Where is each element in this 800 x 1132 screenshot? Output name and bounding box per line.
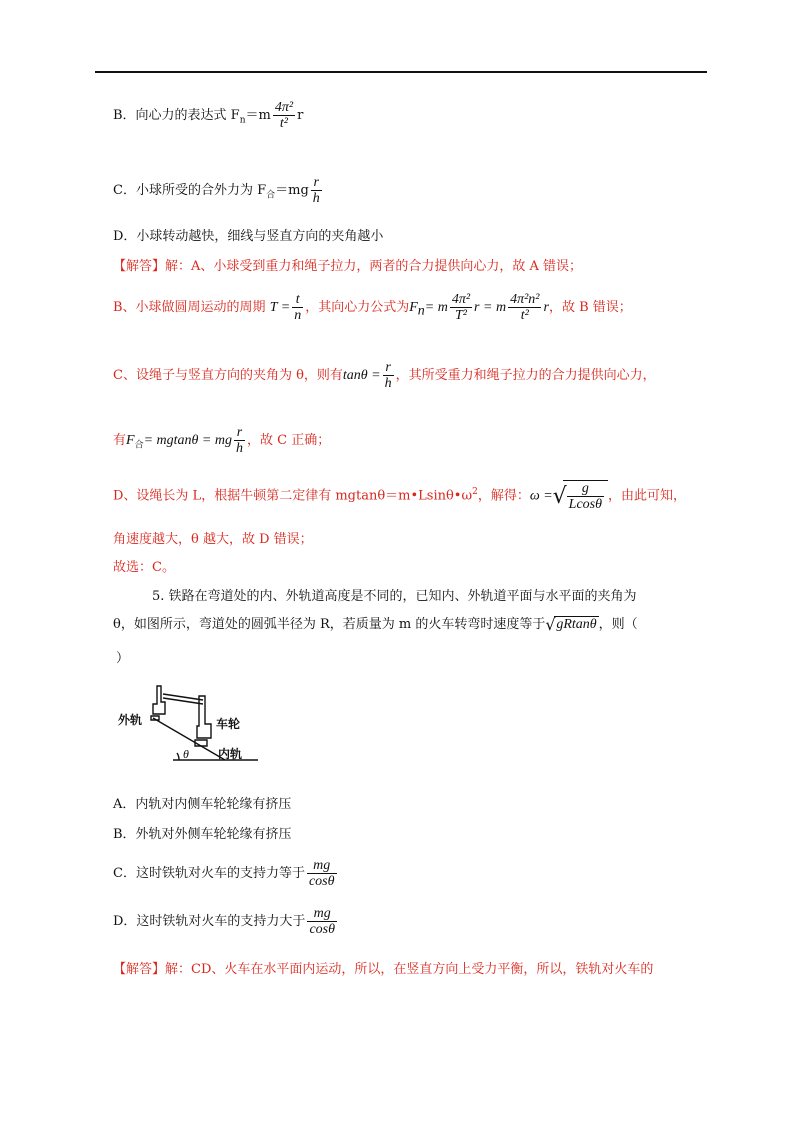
slope-line [153, 718, 225, 760]
eq-part: = m [424, 300, 448, 315]
answer-d-line [113, 480, 686, 512]
option-b-text: B．向心力的表达式 F [113, 108, 240, 123]
option-c-eq: ＝mg [275, 183, 309, 198]
answer-c2-tail: ，故 C 正确； [246, 433, 331, 448]
omega-fraction [567, 481, 604, 512]
option-b [113, 100, 303, 131]
force-label: F [126, 433, 135, 448]
q5-line-2 [113, 613, 638, 633]
fraction-denominator: cosθ [308, 874, 335, 889]
tan-fraction: $\frac{r}{h}$ [384, 360, 392, 391]
omega-sqrt: √ $\frac{g}{Lcos\theta}$ [553, 480, 608, 512]
q5-line-2-tail: ，则（ [598, 617, 638, 632]
eq-part: = mgtanθ = mg [143, 433, 232, 448]
fraction-numerator: mg [313, 906, 331, 921]
omega-label: ω = [529, 488, 553, 504]
option-5d [113, 906, 339, 937]
answer-a-line [113, 255, 582, 274]
option-b-fraction [273, 100, 295, 131]
theta-label: θ [183, 747, 189, 761]
outer-wheel [153, 686, 165, 714]
wheel-label: 车轮 [216, 717, 241, 731]
fraction-denominator: h [312, 191, 320, 206]
answer-b-line [113, 292, 632, 323]
option-c-text: C．小球所受的合外力为 F [113, 183, 267, 198]
eq-part: r = m [474, 300, 507, 315]
fraction-1 [450, 292, 472, 323]
eq-r: r [543, 300, 549, 315]
option-b-eq: ＝m [245, 108, 271, 123]
period-label: T = [269, 300, 291, 315]
answer-c2-text: 有 [113, 433, 127, 448]
answer-b-tail: ，故 B 错误； [548, 300, 632, 315]
q5-line-2-text: θ，如图所示，弯道处的圆弧半径为 R，若质量为 m 的火车转弯时速度等于 [113, 617, 546, 632]
outer-rail [151, 716, 159, 720]
answer-d-tail: ，由此可知， [608, 488, 687, 504]
choose-line: 故选：C。 [113, 560, 175, 575]
answer-d-text: D、设绳长为 L，根据牛顿第二定律有 mgtanθ＝m•Lsinθ•ω [113, 488, 473, 504]
answer-d-mid: ，解得： [477, 488, 530, 504]
c2-fraction: $\frac{r}{h}$ [235, 425, 243, 456]
option-5c [113, 858, 339, 889]
tan-label: tanθ = [342, 368, 381, 383]
option-5d-text: D．这时铁轨对火车的支持力大于 [113, 914, 306, 929]
fraction-numerator: 4π² [451, 292, 471, 307]
angle-arc [177, 753, 179, 760]
inner-wheel [197, 696, 211, 738]
answer-tag: 【解答】 [113, 259, 166, 274]
answer-5-line [113, 958, 653, 977]
answer-b-mid: ，其向心力公式为 [305, 300, 410, 315]
answer-c2-line [113, 425, 330, 456]
answer-d2-line: 角速度越大，θ 越大，故 D 错误； [113, 532, 313, 547]
fraction-denominator: T² [450, 307, 472, 323]
answer-5-text: 解：CD、火车在水平面内运动，所以，在竖直方向上受力平衡，所以，铁轨对火车的 [165, 962, 654, 977]
sqrt-content: gRtanθ [556, 617, 597, 632]
answer-tag: 【解答】 [113, 962, 166, 977]
speed-sqrt: √ gRtanθ [545, 615, 597, 634]
fraction-denominator: Lcosθ [568, 497, 602, 512]
option-c [113, 175, 324, 206]
q5-line-1: 5. 铁路在弯道处的内、外轨道高度是不同的，已知内、外轨道平面与水平面的夹角为 [152, 589, 637, 604]
fraction-numerator: mg [313, 858, 331, 873]
force-sub: n [417, 303, 425, 319]
fraction-numerator: r [313, 175, 319, 190]
option-5a: A．内轨对内侧车轮轮缘有挤压 [113, 797, 292, 812]
inner-rail-label: 内轨 [218, 747, 243, 761]
option-5b: B．外轨对外侧车轮轮缘有挤压 [113, 827, 292, 842]
fraction-denominator: cosθ [309, 922, 335, 937]
option-d: D．小球转动越快，细线与竖直方向的夹角越小 [113, 229, 384, 244]
outer-rail-label: 外轨 [118, 713, 143, 727]
answer-c-text: C、设绳子与竖直方向的夹角为 θ，则有 [113, 368, 343, 383]
fraction-denominator: t² [273, 115, 295, 131]
option-5d-fraction [307, 906, 337, 937]
fraction-denominator: t² [508, 307, 541, 323]
answer-b-text: B、小球做圆周运动的周期 [113, 300, 266, 315]
fraction-2 [508, 292, 541, 323]
fraction-numerator: 4π² [274, 100, 294, 115]
fraction-numerator: 4π²n² [510, 292, 540, 307]
option-b-sub: n [239, 115, 246, 126]
answer-a-text: 解：A、小球受到重力和绳子拉力，两者的合力提供向心力，故 A 错误； [165, 259, 583, 274]
track-figure [113, 680, 263, 765]
option-5c-text: C．这时铁轨对火车的支持力等于 [113, 866, 305, 881]
answer-c-tail: ，其所受重力和绳子拉力的合力提供向心力， [395, 368, 656, 383]
fraction-numerator: g [581, 481, 589, 496]
period-fraction: $\frac{t}{n}$ [294, 292, 302, 323]
force-sub: 合 [134, 440, 144, 451]
option-b-tail: r [297, 108, 304, 123]
option-c-fraction [311, 175, 322, 206]
q5-line-3: ） [116, 651, 130, 666]
option-c-sub: 合 [266, 190, 276, 201]
answer-c-line [113, 360, 656, 391]
answer-d-sup: 2 [472, 487, 478, 498]
header-rule [95, 71, 707, 73]
option-5c-fraction [307, 858, 337, 889]
force-label: F [409, 300, 418, 315]
